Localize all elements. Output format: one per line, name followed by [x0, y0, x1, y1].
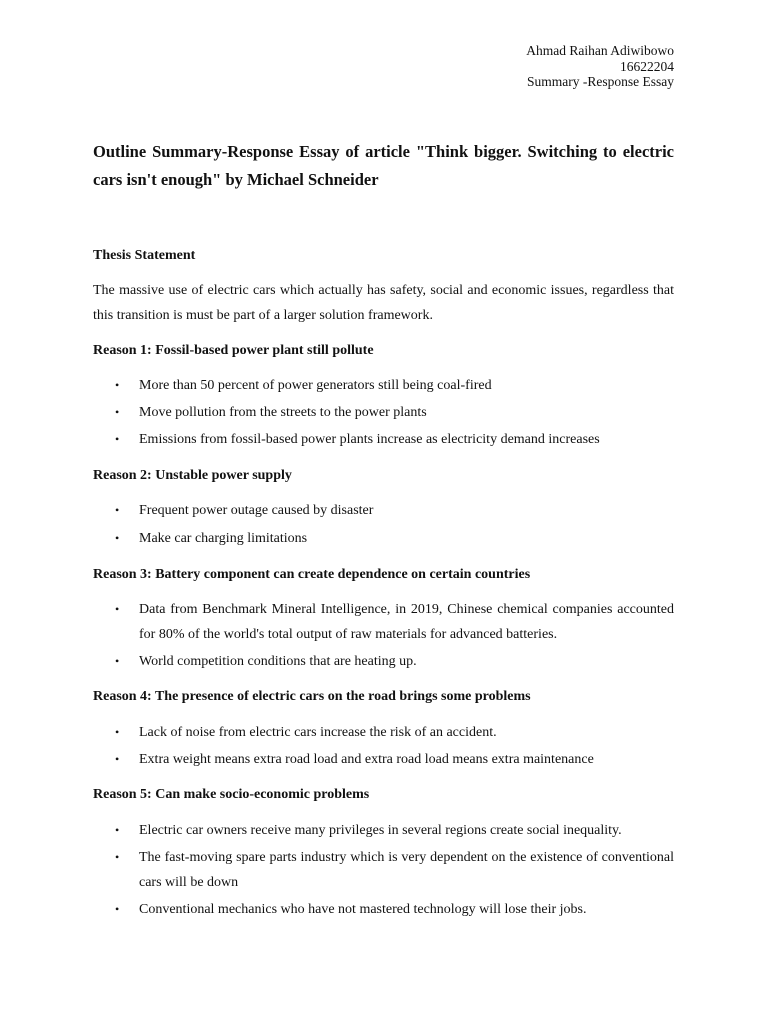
bullet-icon: • [115, 752, 120, 766]
reason-1-heading: Reason 1: Fossil-based power plant still pollute [93, 343, 374, 358]
bullet-icon: • [115, 850, 120, 864]
author-name: Ahmad Raihan Adiwibowo [526, 43, 674, 58]
reason-3-heading: Reason 3: Battery component can create dependence on certain countries [93, 567, 531, 582]
bullet-icon: • [115, 378, 120, 392]
list-item [115, 649, 674, 674]
list-item [115, 747, 674, 772]
author-block [526, 43, 674, 90]
bullet-icon: • [115, 902, 120, 916]
list-item [115, 526, 674, 551]
student-id: 16622204 [620, 58, 674, 74]
list-item-text: Frequent power outage caused by disaster [139, 503, 374, 518]
list-item [115, 845, 674, 895]
list-item [115, 818, 674, 843]
list-item [115, 427, 674, 452]
list-item [115, 373, 674, 398]
bullet-icon: • [115, 432, 120, 446]
list-item [115, 597, 674, 647]
bullet-icon: • [115, 405, 120, 419]
list-item [115, 720, 674, 745]
reason-5-heading: Reason 5: Can make socio-economic problems [93, 787, 370, 802]
list-item-text: Extra weight means extra road load and extra road load means extra maintenance [139, 752, 594, 767]
list-item-text: Make car charging limitations [139, 531, 308, 546]
bullet-icon: • [115, 503, 120, 517]
thesis-heading: Thesis Statement [93, 248, 196, 263]
bullet-icon: • [115, 654, 120, 668]
list-item [115, 400, 674, 425]
list-item-text: The fast-moving spare parts industry which is very dependent on the existence of conventional cars will be down [139, 850, 674, 890]
list-item-text: Emissions from fossil-based power plants increase as electricity demand increases [139, 432, 600, 447]
list-item-text: Data from Benchmark Mineral Intelligence, in 2019, Chinese chemical companies accounted for 80% of the world's total output of raw materials for advanced batteries. [139, 602, 674, 642]
bullet-icon: • [115, 602, 120, 616]
bullet-icon: • [115, 531, 120, 545]
list-item-text: Conventional mechanics who have not mastered technology will lose their jobs. [139, 902, 587, 917]
list-item-text: Electric car owners receive many privileges in several regions create social inequality. [139, 823, 622, 838]
bullet-icon: • [115, 725, 120, 739]
reason-2-heading: Reason 2: Unstable power supply [93, 468, 292, 483]
bullet-icon: • [115, 823, 120, 837]
list-item-text: Lack of noise from electric cars increase the risk of an accident. [139, 725, 497, 740]
thesis-text: The massive use of electric cars which actually has safety, social and economic issues, regardless that this transition is must be part of a larger solution framework. [93, 283, 674, 323]
document-type: Summary -Response Essay [527, 74, 674, 89]
list-item [115, 498, 674, 523]
list-item [115, 897, 674, 922]
list-item-text: More than 50 percent of power generators still being coal-fired [139, 378, 492, 393]
reason-4-heading: Reason 4: The presence of electric cars on the road brings some problems [93, 689, 531, 704]
list-item-text: World competition conditions that are heating up. [139, 654, 417, 669]
essay-title: Outline Summary-Response Essay of article "Think bigger. Switching to electric cars isn't enough" by Michael Schneider [93, 142, 674, 189]
list-item-text: Move pollution from the streets to the power plants [139, 405, 427, 420]
